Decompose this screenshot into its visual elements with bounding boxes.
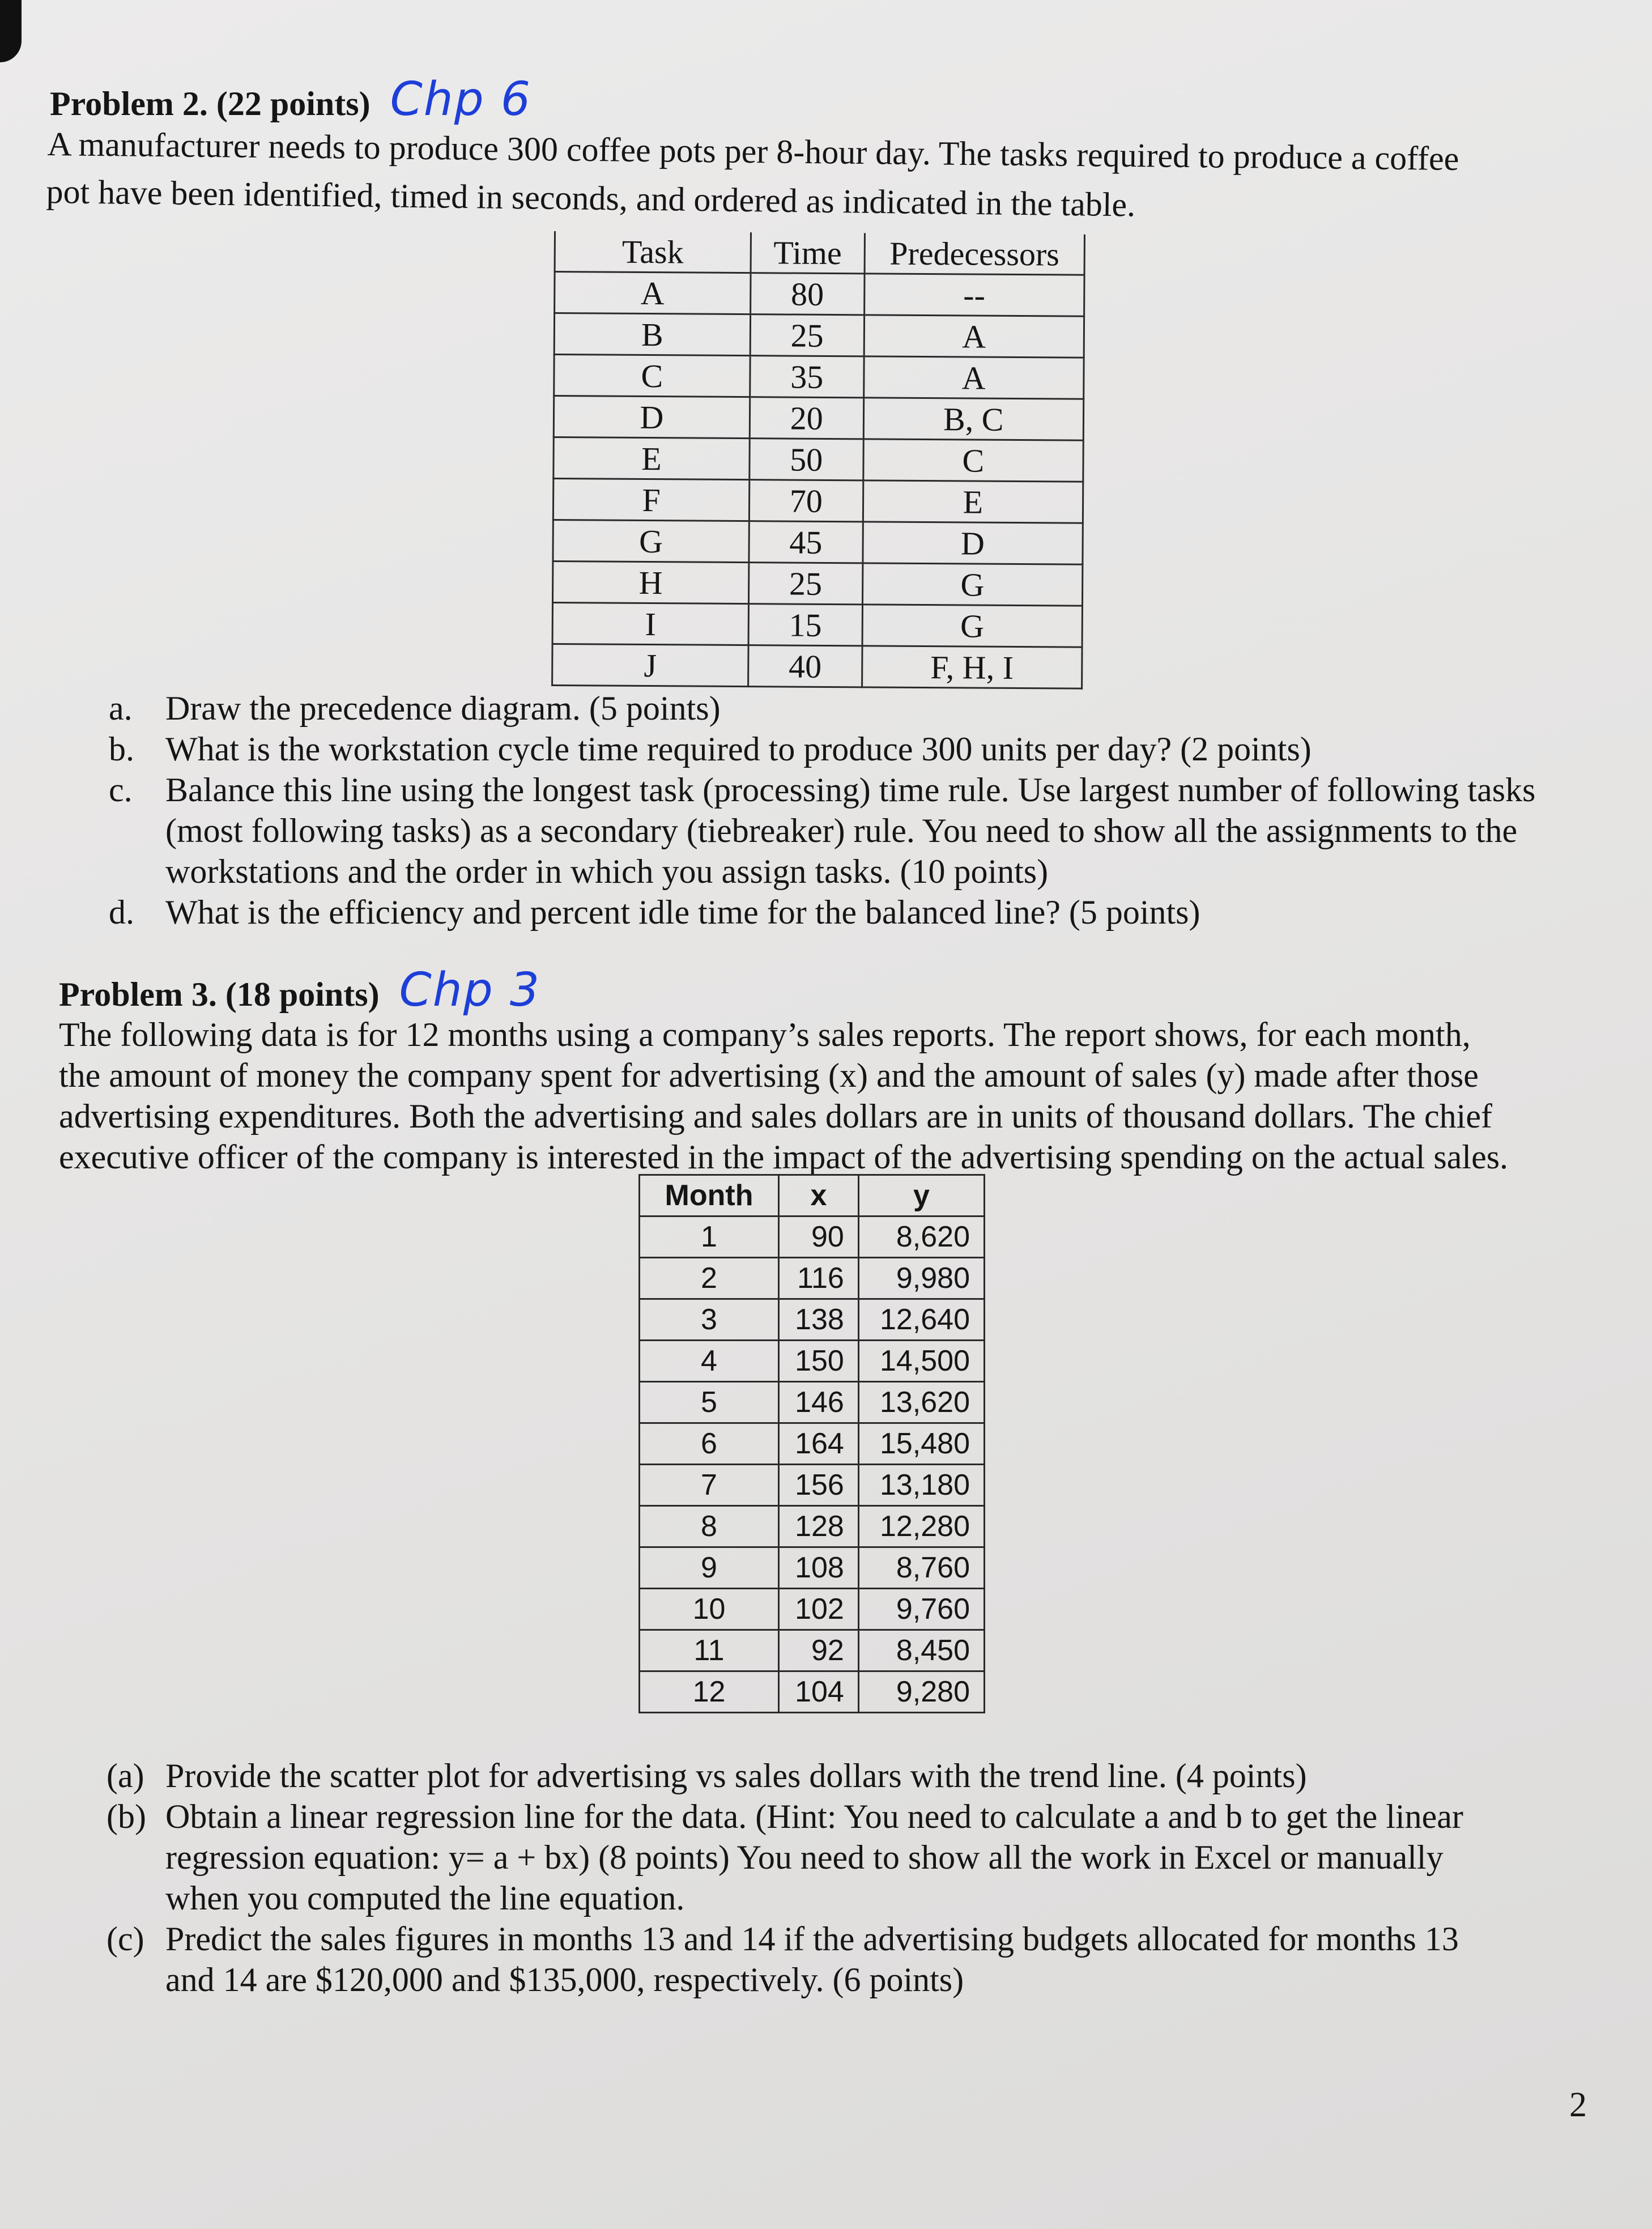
- sales-row: [640, 1423, 985, 1465]
- task-row: [552, 561, 1082, 606]
- task-cell: F: [553, 479, 749, 521]
- y-cell: 8,450: [858, 1630, 984, 1671]
- month-cell: 3: [640, 1299, 779, 1341]
- predecessors-cell: C: [863, 439, 1083, 482]
- predecessors-cell: D: [863, 522, 1083, 564]
- problem3-intro-line-3: advertising expenditures. Both the advertising and sales dollars are in units of thousand dollars. The chief: [59, 1098, 1492, 1135]
- time-cell: 80: [751, 273, 865, 315]
- y-cell: 8,760: [858, 1547, 984, 1589]
- problem2-question-label: c.: [109, 771, 133, 809]
- task-cell: D: [553, 396, 750, 439]
- task-cell: H: [552, 561, 748, 603]
- x-cell: 164: [779, 1423, 859, 1465]
- month-cell: 5: [640, 1382, 779, 1423]
- task-row: [553, 479, 1083, 524]
- task-row: [553, 520, 1083, 564]
- problem2-question-label: d.: [109, 894, 134, 931]
- y-cell: 14,500: [858, 1341, 984, 1382]
- x-cell: 102: [779, 1589, 859, 1630]
- problem2-intro-line-1: A manufacturer needs to produce 300 coffee pots per 8-hour day. The tasks required to produce a coffee: [47, 125, 1459, 178]
- y-cell: 12,280: [858, 1506, 984, 1547]
- month-cell: 1: [640, 1216, 779, 1258]
- predecessors-cell: G: [862, 563, 1083, 606]
- time-cell: 50: [750, 439, 863, 480]
- y-cell: 12,640: [858, 1299, 984, 1341]
- x-cell: 104: [779, 1671, 859, 1713]
- time-cell: 15: [748, 604, 862, 646]
- x-cell: 156: [779, 1465, 859, 1506]
- month-cell: 12: [640, 1671, 779, 1713]
- task-cell: E: [553, 437, 750, 480]
- task-row: [554, 313, 1084, 358]
- task-row: [552, 602, 1082, 647]
- problem3-question-label: (b): [107, 1798, 146, 1835]
- problem2-question-text: Draw the precedence diagram. (5 points): [165, 690, 721, 727]
- sales-row: [640, 1547, 985, 1589]
- y-cell: 9,280: [858, 1671, 984, 1713]
- x-cell: 116: [779, 1258, 859, 1299]
- problem2-heading: Problem 2. (22 points): [50, 85, 371, 122]
- month-cell: 10: [640, 1589, 779, 1630]
- x-cell: 92: [779, 1630, 859, 1671]
- task-cell: I: [552, 602, 748, 645]
- month-cell: 9: [640, 1547, 779, 1589]
- problem2-question-label: a.: [109, 690, 133, 727]
- task-table-header: [555, 231, 1084, 275]
- problem3-intro-line-2: the amount of money the company spent for advertising (x) and the amount of sales (y) made after those: [59, 1057, 1479, 1094]
- month-cell: 2: [640, 1258, 779, 1299]
- task-row: [552, 644, 1082, 688]
- problem3-question-label: (a): [107, 1757, 144, 1794]
- time-cell: 25: [750, 314, 864, 356]
- y-cell: 15,480: [858, 1423, 984, 1465]
- sales-row: [640, 1258, 985, 1299]
- problem3-heading: Problem 3. (18 points): [59, 976, 380, 1013]
- problem2-question-text: What is the efficiency and percent idle time for the balanced line? (5 points): [165, 894, 1200, 931]
- predecessors-cell: --: [864, 274, 1084, 316]
- task-row: [555, 272, 1084, 317]
- predecessors-cell: A: [864, 315, 1084, 358]
- x-cell: 128: [779, 1506, 859, 1547]
- problem3-handwritten-note: Chp 3: [399, 963, 541, 1017]
- problem3-question-text: Predict the sales figures in months 13 and 14 if the advertising budgets allocated for months 13: [165, 1920, 1459, 1958]
- x-cell: 90: [779, 1216, 859, 1258]
- y-header: y: [858, 1175, 984, 1216]
- predecessors-cell: F, H, I: [862, 646, 1082, 688]
- problem2-question-text: (most following tasks) as a secondary (tiebreaker) rule. You need to show all the assignments to the: [165, 812, 1518, 849]
- task-table: [551, 231, 1085, 690]
- problem3-question-text: Provide the scatter plot for advertising vs sales dollars with the trend line. (4 points): [165, 1757, 1307, 1794]
- y-cell: 13,180: [858, 1465, 984, 1506]
- sales-table-header: [640, 1175, 985, 1216]
- predecessors-header: Predecessors: [865, 233, 1085, 275]
- sales-table: [638, 1174, 985, 1713]
- time-cell: 20: [750, 397, 863, 439]
- problem2-question-text: Balance this line using the longest task (processing) time rule. Use largest number of following tasks: [165, 771, 1536, 809]
- y-cell: 8,620: [858, 1216, 984, 1258]
- predecessors-cell: B, C: [863, 398, 1084, 440]
- task-header: Task: [555, 231, 751, 273]
- sales-row: [640, 1216, 985, 1258]
- sales-row: [640, 1506, 985, 1547]
- predecessors-cell: A: [863, 356, 1084, 399]
- sales-row: [640, 1465, 985, 1506]
- page-number: 2: [1569, 2086, 1587, 2124]
- month-header: Month: [640, 1175, 779, 1216]
- y-cell: 13,620: [858, 1382, 984, 1423]
- page-corner-shadow: [0, 0, 22, 62]
- task-cell: C: [554, 355, 750, 397]
- y-cell: 9,980: [858, 1258, 984, 1299]
- x-header: x: [779, 1175, 859, 1216]
- problem3-question-text: and 14 are $120,000 and $135,000, respectively. (6 points): [165, 1961, 964, 1998]
- time-cell: 25: [748, 563, 862, 605]
- predecessors-cell: G: [862, 605, 1083, 647]
- problem2-handwritten-note: Chp 6: [390, 73, 532, 126]
- problem3-question-text: Obtain a linear regression line for the data. (Hint: You need to calculate a and b to get the linear: [165, 1798, 1463, 1835]
- problem2-question-text: workstations and the order in which you assign tasks. (10 points): [165, 853, 1049, 890]
- task-cell: J: [552, 644, 748, 686]
- time-cell: 45: [749, 521, 863, 563]
- sales-row: [640, 1671, 985, 1713]
- time-cell: 70: [749, 480, 863, 522]
- sales-row: [640, 1299, 985, 1341]
- sales-row: [640, 1630, 985, 1671]
- x-cell: 138: [779, 1299, 859, 1341]
- time-cell: 40: [748, 645, 862, 687]
- month-cell: 4: [640, 1341, 779, 1382]
- month-cell: 8: [640, 1506, 779, 1547]
- month-cell: 11: [640, 1630, 779, 1671]
- task-row: [553, 396, 1083, 441]
- problem2-heading-line: [50, 73, 532, 126]
- problem3-question-label: (c): [107, 1920, 144, 1958]
- problem3-intro-line-4: executive officer of the company is interested in the impact of the advertising spending on the actual sales.: [59, 1138, 1509, 1176]
- task-row: [553, 437, 1083, 482]
- problem3-intro-line-1: The following data is for 12 months using a company’s sales reports. The report shows, for each month,: [59, 1016, 1471, 1053]
- problem3-question-text: when you computed the line equation.: [165, 1879, 685, 1917]
- month-cell: 7: [640, 1465, 779, 1506]
- problem3-question-text: regression equation: y= a + bx) (8 points) You need to show all the work in Excel or manually: [165, 1839, 1444, 1876]
- task-row: [554, 355, 1084, 399]
- y-cell: 9,760: [858, 1589, 984, 1630]
- predecessors-cell: E: [863, 480, 1083, 523]
- sales-row: [640, 1382, 985, 1423]
- x-cell: 108: [779, 1547, 859, 1589]
- problem2-intro-line-2: pot have been identified, timed in seconds, and ordered as indicated in the table.: [46, 172, 1136, 224]
- time-cell: 35: [750, 356, 864, 398]
- x-cell: 146: [779, 1382, 859, 1423]
- sales-row: [640, 1341, 985, 1382]
- task-cell: A: [555, 272, 751, 314]
- time-header: Time: [751, 232, 865, 274]
- task-cell: B: [554, 313, 750, 356]
- sales-row: [640, 1589, 985, 1630]
- task-cell: G: [553, 520, 749, 562]
- problem2-question-text: What is the workstation cycle time required to produce 300 units per day? (2 points): [165, 730, 1312, 768]
- month-cell: 6: [640, 1423, 779, 1465]
- problem2-question-label: b.: [109, 730, 134, 768]
- x-cell: 150: [779, 1341, 859, 1382]
- problem3-heading-line: [59, 963, 541, 1017]
